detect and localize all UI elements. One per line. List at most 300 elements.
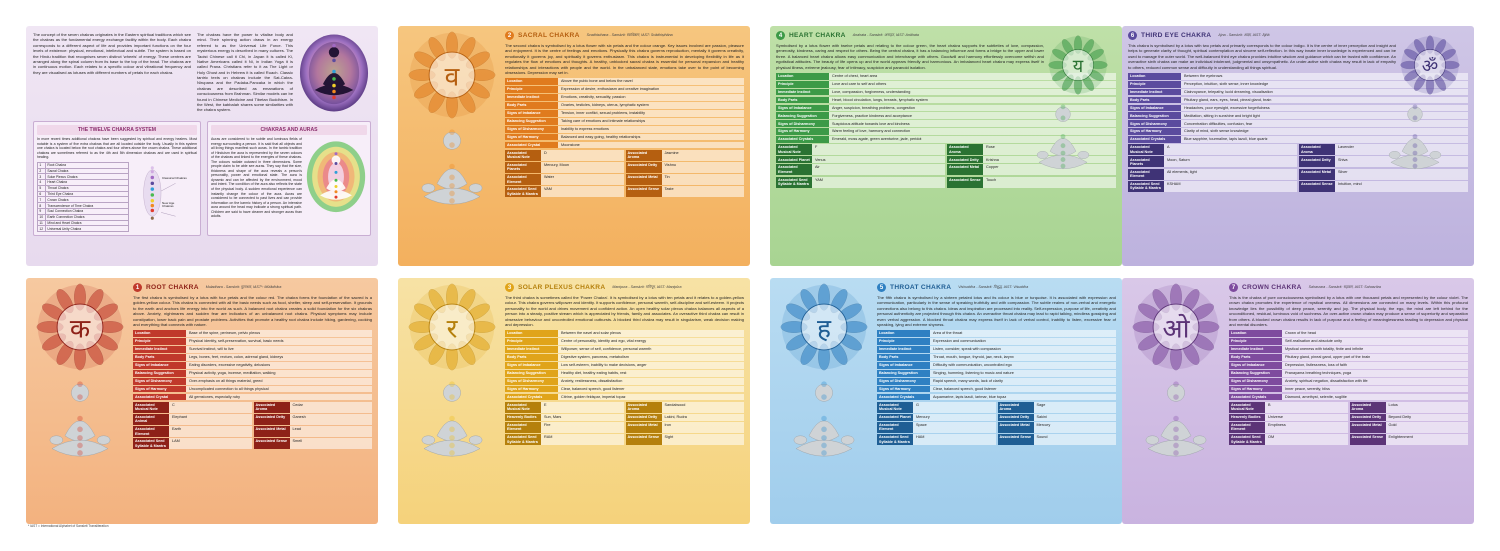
attribute-key: Signs of Imbalance xyxy=(776,105,829,112)
twelve-chakra-label: Crown Chakra xyxy=(46,197,129,203)
attribute-value: E xyxy=(541,402,624,413)
chakra-attributes xyxy=(505,330,744,445)
attribute-value: Mercury, Moon xyxy=(541,162,624,173)
attribute-value: Clear, balanced speech, good listener xyxy=(558,386,744,393)
attribute-value: Smell xyxy=(290,438,373,449)
attribute-key: Associated Aroma xyxy=(626,150,662,161)
svg-text:ओ: ओ xyxy=(1162,313,1190,345)
attribute-value: Warm feeling of love, harmony and connection xyxy=(829,128,1116,135)
twelve-chakra-label: Mind and Heart Chakra xyxy=(46,220,129,226)
attribute-key: Associated Seed Syllable & Mantra xyxy=(1229,434,1265,445)
chakra-number: 7 xyxy=(1229,283,1238,292)
attribute-key: Immediate Instinct xyxy=(133,346,186,353)
attribute-pair-row xyxy=(877,402,1116,413)
attribute-value: Over-emphasis on all things material, greed xyxy=(186,378,372,385)
attribute-key: Associated Planets xyxy=(505,162,541,173)
attribute-value: G xyxy=(913,402,996,413)
twelve-chakra-index: 7 xyxy=(38,197,46,203)
twelve-chakra-label: Throat Chakra xyxy=(46,185,129,191)
chakra-attributes xyxy=(133,330,372,449)
chakra-description: The first chakra is symbolised by a lotus with four petals and the colour red. The chakra forms the foundation of the sacred is a golden-yellow colour. This chakra is connected with all the basic needs such as food, shelter, sleep and self-preservation. It grounds to the earth and anchors life energy into the world as such. A balanced root chakra creates a solid foundation for the six chakras above. Anxiety, nightmares and sudden fear are indicators of an unbalanced root chakra. Physical symptoms may include constipation, lower back pain and prostate problems. Activities that promote a healthy root chakra include hiking, gardening, cooking and everything that connects with nature. xyxy=(133,295,372,327)
attribute-value: YAM xyxy=(812,177,945,188)
intro-panel xyxy=(26,26,378,266)
attribute-row xyxy=(133,346,372,353)
attribute-row xyxy=(877,394,1116,401)
attribute-key: Signs of Harmony xyxy=(1229,386,1282,393)
attribute-row xyxy=(1229,354,1468,361)
attribute-key: Location xyxy=(776,73,829,80)
attribute-value: Sight xyxy=(662,434,745,445)
attribute-pair-row xyxy=(1229,402,1468,413)
attribute-key: Signs of Disharmony xyxy=(505,378,558,385)
attribute-value: Love and care to self and others xyxy=(829,81,1116,88)
attribute-value: Moon, Saturn xyxy=(1164,156,1297,167)
attribute-key: Balancing Suggestion xyxy=(133,370,186,377)
attribute-row xyxy=(877,362,1116,369)
attribute-key: Associated Musical Note xyxy=(1229,402,1265,413)
attribute-row xyxy=(1229,394,1468,401)
attribute-key: Principle xyxy=(1229,338,1282,345)
attribute-value: Intuition, mind xyxy=(1335,181,1468,192)
attribute-value: Space xyxy=(913,422,996,433)
attribute-pair-row xyxy=(505,174,744,185)
attribute-pair-row xyxy=(1229,422,1468,433)
chakra-name: SACRAL CHAKRA xyxy=(518,32,580,39)
attribute-value: Tin xyxy=(662,174,745,185)
attribute-pair-row xyxy=(133,426,372,437)
attribute-value: Earth xyxy=(169,426,252,437)
attribute-value: Citrine, golden feldspar, imperial topaz xyxy=(558,394,744,401)
attribute-key: Associated Musical Note xyxy=(1128,144,1164,155)
attribute-key: Associated Musical Note xyxy=(505,402,541,413)
twelve-chakra-label: Root Chakra xyxy=(46,162,129,168)
attribute-key: Principle xyxy=(1128,81,1181,88)
chakra-body-figure xyxy=(1026,97,1100,187)
attribute-value: Healthy diet, healthy eating habits, rest xyxy=(558,370,744,377)
attribute-key: Body Parts xyxy=(505,102,558,109)
attribute-row xyxy=(505,362,744,369)
attribute-key: Associated Deity xyxy=(947,156,983,163)
attribute-key: Signs of Disharmony xyxy=(1128,120,1181,127)
chakras-auras-text: Auras are considered to be subtle and luminous fields of energy surrounding a person. It is said that all objects and all living things manifest such auras. In the tantric tradition of Hinduism the aura is represented by the seven colours of the chakras and linked to the energies of these chakras. The colours radiate outward in three dimensions. Some people claim to be able see auras. They say that the size, thickness and shape of the aura reveals a person's personality, power and emotional state. The aura is dynamic and can be affected by the environment, mood and intent. The condition of the aura also reflects the state of the physical body. A sudden emotional experience can instantly change the colour of the aura. Auras are considered to be connected to past lives and can provide information on the karmic history of a person. An intensive aura around the head may indicate a strong spiritual path. Children are said to have cleaner and stronger auras than adults. xyxy=(211,137,302,219)
chakra-number: 6 xyxy=(1128,31,1137,40)
attribute-key: Signs of Harmony xyxy=(133,386,186,393)
chakra-emblem xyxy=(1128,283,1224,519)
attribute-key: Associated Metal xyxy=(947,164,983,175)
attribute-value: Between the eyebrows xyxy=(1181,73,1468,80)
attribute-row xyxy=(133,394,372,401)
twelve-chakra-table xyxy=(37,162,129,232)
attribute-key: Principle xyxy=(505,338,558,345)
attribute-value: Cedar xyxy=(290,402,373,413)
attribute-value: Vishnu xyxy=(662,162,745,173)
attribute-value: Survival instinct, will to live xyxy=(186,346,372,353)
chakra-name: ROOT CHAKRA xyxy=(146,284,199,291)
attribute-value: Emotions, creativity, sexuality, passion xyxy=(558,94,744,101)
attribute-key: Associated Metal xyxy=(626,174,662,185)
attribute-value: F xyxy=(812,144,945,155)
attribute-pair-row xyxy=(1229,434,1468,445)
twelve-chakra-label: Soul Connection Chakra xyxy=(46,208,129,214)
chakra-emblem xyxy=(1400,35,1460,96)
attribute-key: Signs of Disharmony xyxy=(133,378,186,385)
label-newage-chakras: New Age Chakras xyxy=(162,200,175,209)
twelve-chakra-label: Universal Unity Chakra xyxy=(46,226,129,232)
chakra-name: CROWN CHAKRA xyxy=(1242,284,1302,291)
attribute-value: Concentration difficulties, confusion, fear xyxy=(1181,120,1468,127)
chakra-sanskrit: Manipura - Sanskrit: मणिपूर, IAST: Maṇipūra xyxy=(612,285,682,289)
attribute-key: Associated Metal xyxy=(1299,169,1335,180)
attribute-value: D xyxy=(541,150,624,161)
attribute-key: Associated Metal xyxy=(626,422,662,433)
attribute-pair-row xyxy=(133,438,372,449)
chakra-body-figure xyxy=(1378,97,1452,187)
attribute-value: Difficulty with communication, uncontrolled ego xyxy=(930,362,1116,369)
attribute-key: Signs of Disharmony xyxy=(776,120,829,127)
svg-text:र: र xyxy=(446,313,458,345)
attribute-key: Associated Aroma xyxy=(947,144,983,155)
twelve-chakra-label: Solar Plexus Chakra xyxy=(46,174,129,180)
attribute-value: Inability to express emotions xyxy=(558,126,744,133)
twelve-chakra-index: 3 xyxy=(38,174,46,180)
attribute-pair-row xyxy=(1229,414,1468,421)
twelve-chakra-label: Transcendence of Time Chakra xyxy=(46,203,129,209)
attribute-key: Signs of Imbalance xyxy=(133,362,186,369)
attribute-key: Associated Element xyxy=(776,164,812,175)
attribute-key: Associated Seed Syllable & Mantra xyxy=(776,177,812,188)
twelve-chakra-index: 12 xyxy=(38,226,46,232)
svg-text:क: क xyxy=(69,313,91,345)
attribute-key: Associated Sense xyxy=(626,186,662,197)
attribute-key: Associated Element xyxy=(133,426,169,437)
chakra-number: 2 xyxy=(505,31,514,40)
attribute-value: Taste xyxy=(662,186,745,197)
attribute-value: Base of the spine, perineum, pelvic plexus xyxy=(186,330,372,337)
attribute-key: Associated Deity xyxy=(998,414,1034,421)
attribute-value: Enlightenment xyxy=(1386,434,1469,445)
attribute-row xyxy=(1229,362,1468,369)
chakra-panel-sacral-chakra xyxy=(398,26,750,266)
attribute-value: Shiva xyxy=(1335,156,1468,167)
attribute-key: Associated Crystal xyxy=(133,394,186,401)
attribute-row xyxy=(1229,378,1468,385)
attribute-value: Iron xyxy=(662,422,745,433)
attribute-row xyxy=(133,330,372,337)
attribute-value: Pituitary gland, ears, eyes, head, pineal gland, brain xyxy=(1181,97,1468,104)
attribute-key: Body Parts xyxy=(877,354,930,361)
attribute-key: Associated Deity xyxy=(1350,414,1386,421)
attribute-value: Balanced and easy going, healthy relationships xyxy=(558,134,744,141)
attribute-value: Sakini xyxy=(1034,414,1117,421)
attribute-value: Expression and communication xyxy=(930,338,1116,345)
attribute-key: Signs of Harmony xyxy=(776,128,829,135)
attribute-key: Associated Aroma xyxy=(1350,402,1386,413)
attribute-key: Balancing Suggestion xyxy=(776,112,829,119)
attribute-key: Signs of Disharmony xyxy=(877,378,930,385)
attribute-key: Associated Deity xyxy=(1299,156,1335,167)
attribute-pair-row xyxy=(505,402,744,413)
attribute-row xyxy=(1229,338,1468,345)
attribute-key: Associated Crystals xyxy=(505,394,558,401)
attribute-row xyxy=(505,370,744,377)
attribute-key: Associated Crystals xyxy=(1229,394,1282,401)
attribute-pair-row xyxy=(505,186,744,197)
attribute-key: Immediate Instinct xyxy=(1128,89,1181,96)
attribute-key: Associated Element xyxy=(877,422,913,433)
attribute-key: Associated Crystals xyxy=(776,136,829,143)
chakra-sanskrit: Ajna - Sanskrit: आज्ञा, IAST: Ājñā xyxy=(1218,33,1270,37)
attribute-value: Mercury xyxy=(913,414,996,421)
attribute-key: Associated Musical Note xyxy=(505,150,541,161)
attribute-key: Signs of Harmony xyxy=(505,386,558,393)
attribute-row xyxy=(877,354,1116,361)
twelve-chakra-card xyxy=(33,121,201,236)
attribute-key: Associated Sense xyxy=(947,177,983,188)
attribute-pair-row xyxy=(877,434,1116,445)
attribute-row xyxy=(133,354,372,361)
attribute-value: Depression, listlessness, loss of faith xyxy=(1282,362,1468,369)
attribute-row xyxy=(505,394,744,401)
attribute-key: Associated Sense xyxy=(1299,181,1335,192)
attribute-key: Associated Deity xyxy=(254,414,290,425)
attribute-value: Area of the throat xyxy=(930,330,1116,337)
attribute-value: Legs, bones, feet, rectum, colon, adrenal gland, kidneys xyxy=(186,354,372,361)
attribute-value: Self-realisation and absolute unity xyxy=(1282,338,1468,345)
attribute-key: Associated Animal xyxy=(133,414,169,425)
attribute-value: Silver xyxy=(1335,169,1468,180)
attribute-value: Venus xyxy=(812,156,945,163)
attribute-value: Above the pubic bone and below the navel xyxy=(558,78,744,85)
attribute-value: OM xyxy=(1265,434,1348,445)
attribute-key: Associated Sense xyxy=(1350,434,1386,445)
intro-col-b: The chakras have the power to vitalise body and mind. Their spinning action draws in an energy referred to as the Universal Life Force. This mysterious energy is described in many cultures. The Taoist Chinese call it Chi, in Japan it is called Ki, Native Americans called it Ni, in Indian Yoga it is called Prana. Christians refer to it as The Light or Holy Ghost and in Hebrew it is called Ruach. Classic tantric texts on chakras include the Sat-Cakra-Nirupana and the Padaka-Pancaka in which the chakras are described as emanations of consciousness from Brahman. Similar models can be found in Chinese Medicine and Tibetan Buddhism. In the West, the kabbalah shares some similarities with the chakra system. xyxy=(197,32,293,113)
attribute-value: Listen, consider, speak with compassion xyxy=(930,346,1116,353)
chakra-sanskrit: Sahasrara - Sanskrit: सहस्रार, IAST: Sahasrāra xyxy=(1308,285,1381,289)
chakra-sanskrit: Muladhara - Sanskrit: मूलाधार, IAST*: Mūlādhāra xyxy=(205,285,282,289)
attribute-row xyxy=(505,386,744,393)
chakra-description: The third chakra is sometimes called the 'Power Chakra'. It is symbolised by a lotus with ten petals and it relates to a golden-yellow colour. This chakra governs willpower and identity. It supports confidence, personal warmth, self-discipline and self-esteem. It projects personality to the world and drives movement and confident action. An open healthy solar plexus chakra balances all aspects of a person into a steady, positive stream which is appreciated by friends, family and associates. An overactive third chakra can result in obsessive behaviour and uncontrolled emotional outbursts. A blocked third chakra may result in singularism, weak decision making and depression. xyxy=(505,295,744,327)
attribute-value: Gold xyxy=(1386,422,1469,433)
attribute-value: Clear, balanced speech, good listener xyxy=(930,386,1116,393)
attribute-value: Between the navel and solar plexus xyxy=(558,330,744,337)
chakra-attributes xyxy=(505,78,744,197)
attribute-value: Anxiety, spiritual negation, dissatisfaction with life xyxy=(1282,378,1468,385)
svg-text:व: व xyxy=(444,61,460,93)
attribute-value: Fire xyxy=(541,422,624,433)
attribute-row xyxy=(505,118,744,125)
attribute-value: LAM xyxy=(169,438,252,449)
attribute-key: Associated Seed Syllable & Mantra xyxy=(1128,181,1164,192)
attribute-key: Body Parts xyxy=(1229,354,1282,361)
attribute-value: Blue sapphire, tourmaline, lapis lazuli, blue quartz xyxy=(1181,136,1468,143)
chakra-attributes xyxy=(877,330,1116,445)
attribute-row xyxy=(877,378,1116,385)
twelve-chakra-index: 5 xyxy=(38,185,46,191)
attribute-key: Associated Musical Note xyxy=(877,402,913,413)
twelve-chakra-label: Sacral Chakra xyxy=(46,168,129,174)
attribute-key: Signs of Imbalance xyxy=(505,110,558,117)
twelve-chakra-index: 6 xyxy=(38,191,46,197)
twelve-chakra-label: Heart Chakra xyxy=(46,180,129,186)
attribute-key: Principle xyxy=(505,86,558,93)
chakra-title xyxy=(1229,283,1468,292)
chakra-description: The second chakra is symbolised by a lotus flower with six petals and the colour orange. Key issues involved are passion, pleasure and enjoyment. It is the centre of feelings and emotions. Physically this chakra governs reproduction, mentally it governs creativity, emotionally it governs joy, and spiritually it governs enthusiasm. This chakra is instrumental in developing flexibility in life as it regulates the flow of emotions and thoughts. A healthy, unblocked sacral chakra is essential for personal expansion and healthy relationships and interactions with people and the world. In the unbalanced state, emotions take over to the point of becoming obsessions. Depression may set in. xyxy=(505,43,744,75)
attribute-row xyxy=(1229,330,1468,337)
attribute-row xyxy=(505,142,744,149)
svg-text:ॐ: ॐ xyxy=(1421,56,1439,78)
attribute-row xyxy=(877,338,1116,345)
chakra-panel-solar-plexus-chakra xyxy=(398,278,750,524)
chakra-description: This chakra is symbolised by a lotus with two petals and primarily corresponds to the colour indigo. It is the centre of inner perception and insight and helps to generate clarity of thought, spiritual contemplation and sincere self-reflection. In this way innate inner knowledge is experienced and can be used to manage the outer world. The well-balanced third eye chakra provides intuitive wisdom and guidance which can be trusted with confidence. An overactive sixth chakra can make an individual intolerant, judgmental and unsympathetic. An under-active sixth chakra may result in lack of empathy to others, reduced common sense and difficulty in understanding all things spiritual. xyxy=(1128,43,1396,70)
attribute-row xyxy=(133,338,372,345)
attribute-key: Associated Element xyxy=(505,422,541,433)
attribute-value: Diamond, amethyst, selenite, sugilite xyxy=(1282,394,1468,401)
attribute-row xyxy=(133,386,372,393)
attribute-pair-row xyxy=(505,422,744,433)
attribute-value: Pranayama breathing techniques, yoga xyxy=(1282,370,1468,377)
attribute-value: B xyxy=(1265,402,1348,413)
attribute-key: Principle xyxy=(877,338,930,345)
attribute-key: Location xyxy=(877,330,930,337)
attribute-pair-row xyxy=(133,402,372,413)
attribute-value: Taking care of emotions and intimate relationships xyxy=(558,118,744,125)
attribute-value: Copper xyxy=(983,164,1116,175)
attribute-pair-row xyxy=(877,422,1116,433)
attribute-key: Associated Element xyxy=(505,174,541,185)
attribute-value: Aquamarine, lapis lazuli, larimar, blue topaz xyxy=(930,394,1116,401)
attribute-key: Balancing Suggestion xyxy=(1229,370,1282,377)
attribute-key: Signs of Harmony xyxy=(505,134,558,141)
attribute-key: Associated Planet xyxy=(877,414,913,421)
attribute-value: Heart, blood circulation, lungs, breasts, lymphatic system xyxy=(829,97,1116,104)
chakra-title xyxy=(133,283,372,292)
attribute-value: HAM xyxy=(913,434,996,445)
attribute-key: Signs of Harmony xyxy=(1128,128,1181,135)
attribute-key: Body Parts xyxy=(133,354,186,361)
svg-text:य: य xyxy=(1072,56,1084,78)
attribute-key: Associated Element xyxy=(1128,169,1164,180)
attribute-key: Body Parts xyxy=(1128,97,1181,104)
attribute-key: Associated Seed Syllable & Mantra xyxy=(133,438,169,449)
attribute-value: Ovaries, testicles, kidneys, uterus, lymphatic system xyxy=(558,102,744,109)
attribute-key: Associated Aroma xyxy=(1299,144,1335,155)
twelve-chakra-index: 10 xyxy=(38,214,46,220)
attribute-key: Associated Seed Syllable & Mantra xyxy=(505,186,541,197)
attribute-key: Immediate Instinct xyxy=(505,94,558,101)
chakra-panel-throat-chakra xyxy=(770,278,1122,524)
attribute-key: Associated Metal xyxy=(1350,422,1386,433)
chakra-panel-root-chakra xyxy=(26,278,378,524)
attribute-row xyxy=(505,346,744,353)
attribute-key: Signs of Imbalance xyxy=(505,362,558,369)
chakras-auras-title: CHAKRAS AND AURAS xyxy=(211,125,367,135)
attribute-value: Elephant xyxy=(169,414,252,425)
attribute-row xyxy=(877,330,1116,337)
attribute-key: Balancing Suggestion xyxy=(1128,112,1181,119)
attribute-row xyxy=(1229,370,1468,377)
attribute-value: Tension, inner conflict, sexual problems, instability xyxy=(558,110,744,117)
attribute-value: Krishna xyxy=(983,156,1116,163)
intro-col-a: The concept of the seven chakras originates in the Eastern spiritual traditions which see the chakras as the fundamental energy exchange facility within the body. Each chakra corresponds to a different aspect of life and provides important functions on the four levels of existence: physical, emotional, intellectual and subtle. The system is based on the Hindu tradition that recognises seven distinct 'wheels' of energy. These centres are arranged along the spinal column from its base to the top of the head. The chakras are in continuous motion. Each relates to a specific colour and vibrational frequency and they are visualised as lotuses with different numbers of petals for each chakra. xyxy=(33,32,191,75)
attribute-row xyxy=(133,362,372,369)
attribute-value: Sandalwood xyxy=(662,402,745,413)
chakra-title xyxy=(877,283,1116,292)
chakra-number: 3 xyxy=(505,283,514,292)
attribute-value: Throat, mouth, tongue, thyroid, jaw, neck, larynx xyxy=(930,354,1116,361)
attribute-value: KSHAM xyxy=(1164,181,1297,192)
chakra-number: 4 xyxy=(776,31,785,40)
attribute-key: Location xyxy=(1229,330,1282,337)
attribute-key: Associated Metal xyxy=(254,426,290,437)
attribute-key: Associated Deity xyxy=(626,162,662,173)
twelve-chakra-index: 8 xyxy=(38,203,46,209)
attribute-key: Balancing Suggestion xyxy=(505,118,558,125)
attribute-pair-row xyxy=(505,414,744,421)
attribute-row xyxy=(133,370,372,377)
footnote: * IAST = International Alphabet of Sanskrit Transliteration xyxy=(28,524,109,528)
attribute-key: Associated Seed Syllable & Mantra xyxy=(877,434,913,445)
chakra-meditation-illustration xyxy=(297,32,371,115)
attribute-key: Balancing Suggestion xyxy=(505,370,558,377)
attribute-value: Water xyxy=(541,174,624,185)
chakra-emblem xyxy=(776,283,872,519)
twelve-chakra-index: 11 xyxy=(38,220,46,226)
attribute-key: Location xyxy=(1128,73,1181,80)
twelve-chakra-index: 9 xyxy=(38,208,46,214)
attribute-key: Associated Musical Note xyxy=(776,144,812,155)
attribute-value: Suspicious attitude towards love and kindness xyxy=(829,120,1116,127)
attribute-key: Associated Metal xyxy=(998,422,1034,433)
attribute-value: Air xyxy=(812,164,945,175)
attribute-value: Physical activity, yoga, incense, meditation, walking xyxy=(186,370,372,377)
attribute-key: Associated Musical Note xyxy=(133,402,169,413)
attribute-key: Associated Crystal xyxy=(505,142,558,149)
attribute-value: Love, compassion, forgiveness, understanding xyxy=(829,89,1116,96)
attribute-row xyxy=(877,346,1116,353)
chakra-panel-heart-chakra xyxy=(770,26,1122,266)
chakras-auras-card xyxy=(207,121,371,236)
attribute-value: Perception, intuition, sixth sense, inner knowledge xyxy=(1181,81,1468,88)
chakra-attributes xyxy=(1229,330,1468,445)
attribute-value: Physical identity, self-preservation, survival, basic needs xyxy=(186,338,372,345)
attribute-value: Crown of the head xyxy=(1282,330,1468,337)
attribute-row xyxy=(505,94,744,101)
attribute-value: Sage xyxy=(1034,402,1117,413)
attribute-value: Ganesh xyxy=(290,414,373,425)
attribute-value: Expression of desire, enthusiasm and creative imagination xyxy=(558,86,744,93)
attribute-pair-row xyxy=(133,414,372,425)
attribute-key: Associated Aroma xyxy=(998,402,1034,413)
attribute-key: Associated Aroma xyxy=(254,402,290,413)
twelve-chakra-index: 4 xyxy=(38,180,46,186)
attribute-value: Clarity of mind, sixth sense knowledge xyxy=(1181,128,1468,135)
attribute-value: Jasmine xyxy=(662,150,745,161)
chakra-emblem xyxy=(32,283,128,519)
attribute-value: Clairvoyance, telepathy, lucid dreaming, visualisation xyxy=(1181,89,1468,96)
svg-text:ह: ह xyxy=(816,313,832,345)
attribute-value: Centre of personality, identity and ego, vital energy xyxy=(558,338,744,345)
attribute-value: Sound xyxy=(1034,434,1117,445)
attribute-value: Lavender xyxy=(1335,144,1468,155)
attribute-key: Associated Deity xyxy=(626,414,662,421)
attribute-key: Location xyxy=(505,78,558,85)
attribute-row xyxy=(1229,346,1468,353)
attribute-key: Associated Planet xyxy=(776,156,812,163)
chakra-title xyxy=(505,283,744,292)
attribute-value: Low self-esteem, inability to make decisions, anger xyxy=(558,362,744,369)
twelve-chakra-title: THE TWELVE CHAKRA SYSTEM xyxy=(37,125,197,135)
attribute-row xyxy=(505,330,744,337)
